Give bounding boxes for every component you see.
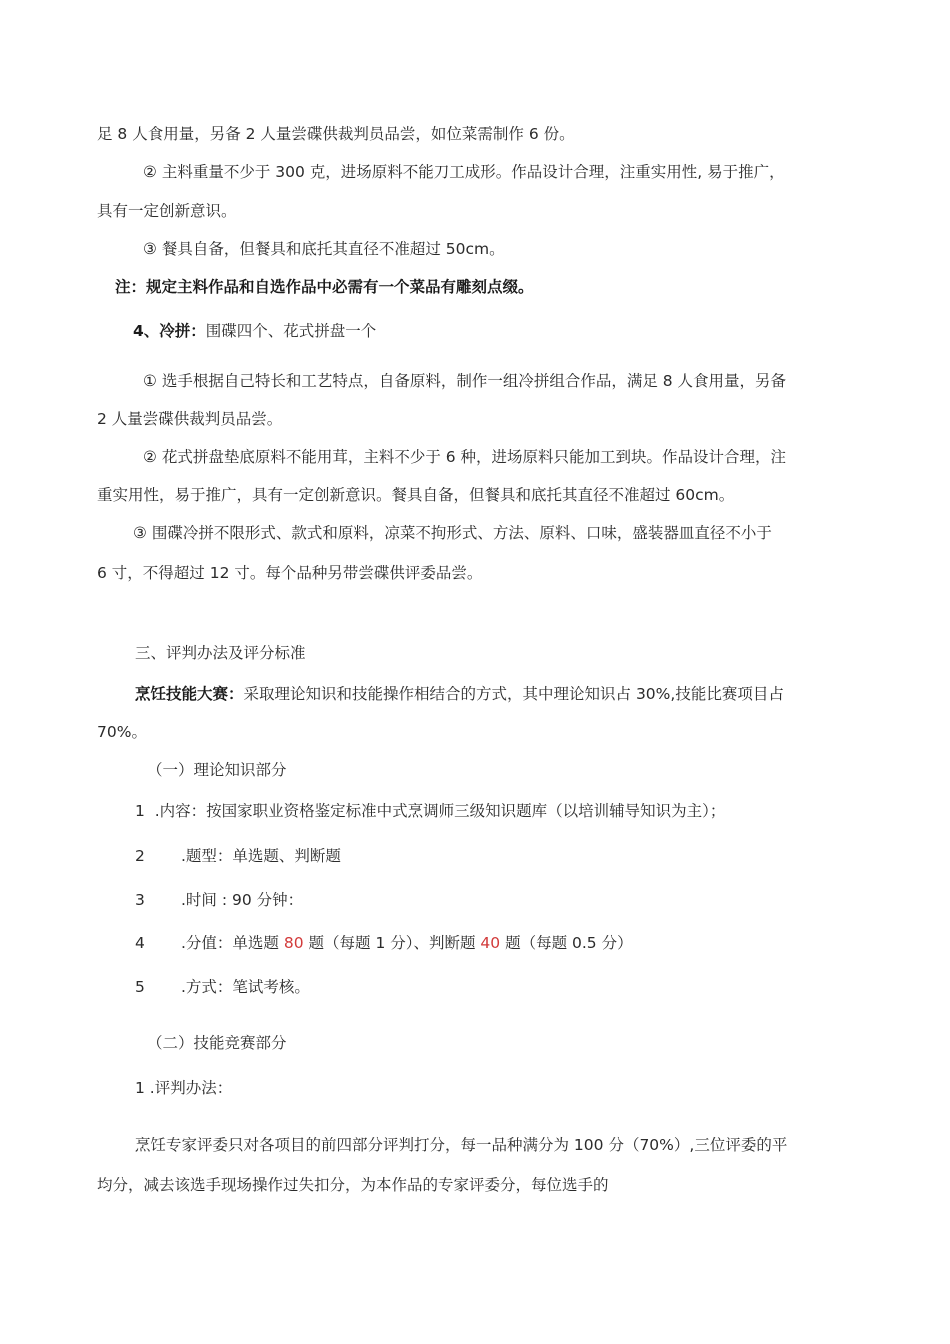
section-3-intro-cont: 70%。 bbox=[97, 723, 147, 741]
theory-item-4-mid: 题（每题 1 分）、判断题 bbox=[303, 934, 481, 952]
skill-paragraph: 烹饪专家评委只对各项目的前四部分评判打分，每一品种满分为 100 分（70%）,三位评委的平 bbox=[135, 1136, 788, 1154]
cold-dish-rule-2: ② 花式拼盘垫底原料不能用茸，主料不少于 6 种，进场原料只能加工到块。作品设计合理，注 bbox=[143, 448, 787, 466]
main-dish-rule-2-cont: 具有一定创新意识。 bbox=[97, 202, 237, 220]
section-3-intro bbox=[135, 683, 784, 705]
cold-dish-rule-1: ① 选手根据自己特长和工艺特点，自备原料，制作一组冷拼组合作品，满足 8 人食用量，另备 bbox=[143, 372, 787, 390]
single-choice-count: 80 bbox=[283, 934, 304, 952]
theory-item-1-number: 1 bbox=[135, 802, 145, 820]
theory-item-3-text: .时间 : 90 分钟： bbox=[181, 891, 304, 909]
theory-item-2-number: 2 bbox=[135, 847, 145, 865]
cold-dish-rule-3-cont: 6 寸，不得超过 12 寸。每个品种另带尝碟供评委品尝。 bbox=[97, 564, 483, 582]
cold-dish-heading-label: 4、冷拼： bbox=[133, 322, 206, 340]
theory-item-1-text: .内容：按国家职业资格鉴定标准中式烹调师三级知识题库（以培训辅导知识为主）； bbox=[154, 802, 726, 820]
theory-item-1 bbox=[135, 800, 725, 822]
skill-paragraph-cont: 均分，减去该选手现场操作过失扣分，为本作品的专家评委分，每位选手的 bbox=[97, 1176, 609, 1194]
theory-item-5 bbox=[135, 976, 310, 998]
theory-title: （一）理论知识部分 bbox=[147, 761, 287, 779]
section-3-intro-label: 烹饪技能大赛： bbox=[135, 685, 244, 703]
theory-item-4-number: 4 bbox=[135, 934, 145, 952]
section-3-intro-text: 采取理论知识和技能操作相结合的方式，其中理论知识占 30%,技能比赛项目占 bbox=[243, 685, 784, 703]
cold-dish-heading bbox=[133, 320, 376, 342]
section-3-title: 三、评判办法及评分标准 bbox=[135, 644, 306, 662]
theory-item-3-number: 3 bbox=[135, 891, 145, 909]
main-dish-line-1: 足 8 人食用量，另备 2 人量尝碟供裁判员品尝，如位菜需制作 6 份。 bbox=[97, 125, 575, 143]
true-false-count: 40 bbox=[480, 934, 501, 952]
theory-item-4 bbox=[135, 932, 633, 954]
cold-dish-rule-3: ③ 围碟冷拼不限形式、款式和原料，凉菜不拘形式、方法、原料、口味，盛装器皿直径不小于 bbox=[133, 524, 772, 542]
theory-item-5-number: 5 bbox=[135, 978, 145, 996]
skill-item-1: 1 .评判办法： bbox=[135, 1079, 233, 1097]
skill-title: （二）技能竞赛部分 bbox=[147, 1034, 287, 1052]
cold-dish-rule-2-cont: 重实用性，易于推广，具有一定创新意识。餐具自备，但餐具和底托其直径不准超过 60cm。 bbox=[97, 486, 735, 504]
theory-item-4-pre: .分值：单选题 bbox=[181, 934, 284, 952]
cold-dish-rule-1-cont: 2 人量尝碟供裁判员品尝。 bbox=[97, 410, 283, 428]
main-dish-note: 注：规定主料作品和自选作品中必需有一个菜品有雕刻点缀。 bbox=[115, 278, 534, 296]
cold-dish-heading-text: 围碟四个、花式拼盘一个 bbox=[205, 322, 377, 340]
theory-item-2 bbox=[135, 845, 341, 867]
main-dish-rule-3: ③ 餐具自备，但餐具和底托其直径不准超过 50cm。 bbox=[143, 240, 505, 258]
main-dish-rule-2: ② 主料重量不少于 300 克，进场原料不能刀工成形。作品设计合理，注重实用性, 易于推广， bbox=[143, 163, 785, 181]
theory-item-4-post: 题（每题 0.5 分） bbox=[500, 934, 633, 952]
theory-item-2-text: .题型：单选题、判断题 bbox=[181, 847, 341, 865]
theory-item-3 bbox=[135, 889, 303, 911]
theory-item-5-text: .方式：笔试考核。 bbox=[181, 978, 310, 996]
